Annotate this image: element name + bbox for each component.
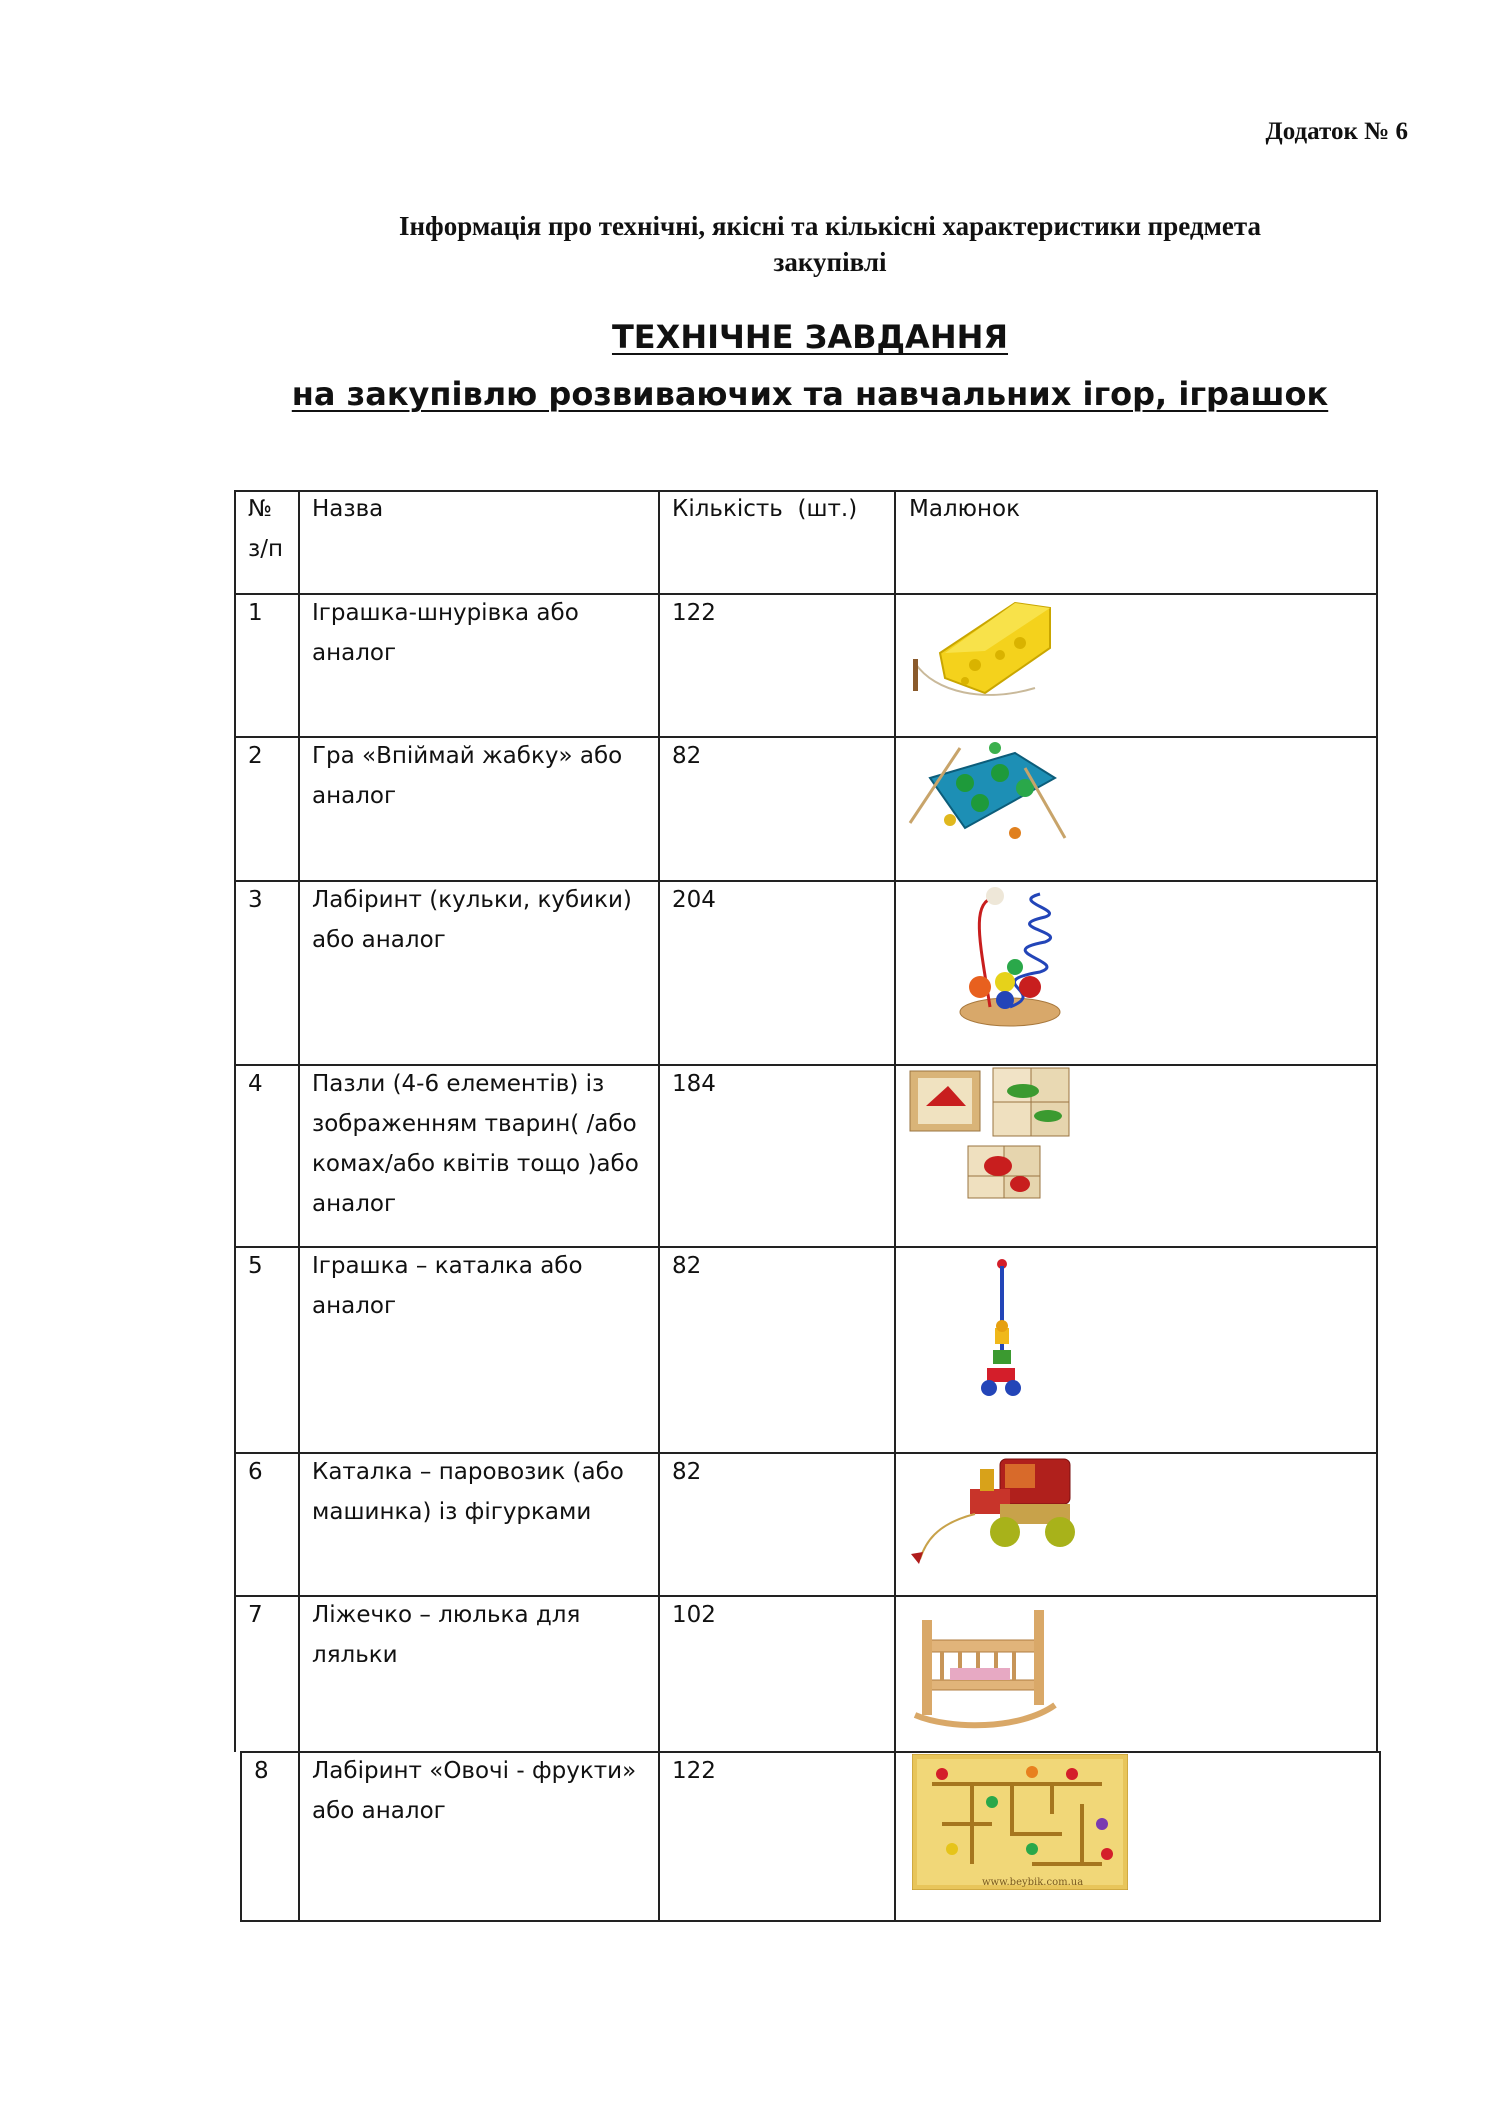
row-name: Іграшка-шнурівка або аналог: [312, 600, 579, 666]
document-title: ТЕХНІЧНЕ ЗАВДАННЯ: [611, 318, 1009, 356]
row-name: Лабіринт (кульки, кубики) або аналог: [312, 887, 632, 953]
info-heading: [320, 208, 1340, 280]
row-quantity: 122: [672, 600, 716, 626]
row-quantity: 102: [672, 1602, 716, 1628]
table-border: [234, 490, 236, 1752]
fruit-maze-image: [912, 1754, 1128, 1890]
table-border: [240, 1751, 242, 1922]
row-number: 5: [248, 1253, 263, 1279]
document-subtitle: на закупівлю розвиваючих та навчальних ігор, іграшок: [291, 375, 1329, 413]
table-border: [240, 1920, 1381, 1922]
row-number: 8: [254, 1758, 269, 1784]
row-quantity: 82: [672, 743, 702, 769]
lacing-toy-image: [905, 593, 1095, 705]
row-number: 2: [248, 743, 263, 769]
table-border: [1376, 490, 1378, 1752]
header-name: Назва: [312, 496, 384, 522]
row-name: Пазли (4-6 елементів) із зображенням тварин( /або комах/або квітів тощо )або аналог: [312, 1071, 639, 1217]
table-border: [894, 1751, 896, 1922]
catch-frog-image: [905, 738, 1075, 850]
info-heading-line1: Інформація про технічні, якісні та кількісні характеристики предмета: [398, 211, 1261, 241]
row-quantity: 204: [672, 887, 716, 913]
table-border: [1379, 1751, 1381, 1922]
table-border: [894, 490, 896, 1752]
table-border: [658, 490, 660, 1752]
info-heading-line2: закупівлі: [773, 247, 887, 277]
header-image: Малюнок: [909, 496, 1021, 522]
row-number: 3: [248, 887, 263, 913]
table-border: [658, 1751, 660, 1922]
bead-maze-image: [950, 882, 1080, 1032]
row-name: Каталка – паровозик (або машинка) із фігурками: [312, 1459, 624, 1525]
row-number: 6: [248, 1459, 263, 1485]
row-name: Іграшка – каталка або аналог: [312, 1253, 583, 1319]
table-border: [298, 1751, 300, 1922]
push-toy-image: [975, 1258, 1025, 1408]
row-quantity: 82: [672, 1459, 702, 1485]
doll-cradle-image: [910, 1600, 1060, 1730]
pull-train-image: [905, 1454, 1095, 1569]
table-border: [298, 490, 300, 1752]
row-name: Лабіринт «Овочі - фрукти» або аналог: [312, 1758, 637, 1824]
row-name: Ліжечко – люлька для ляльки: [312, 1602, 581, 1668]
row-number: 1: [248, 600, 263, 626]
row-name: Гра «Впіймай жабку» або аналог: [312, 743, 623, 809]
row-number: 7: [248, 1602, 263, 1628]
row-number: 4: [248, 1071, 263, 1097]
row-quantity: 122: [672, 1758, 716, 1784]
puzzles-image: [908, 1066, 1093, 1201]
row-quantity: 82: [672, 1253, 702, 1279]
row-quantity: 184: [672, 1071, 716, 1097]
image-watermark: www.beybik.com.ua: [982, 1877, 1084, 1888]
header-quantity: Кількість (шт.): [672, 496, 858, 522]
appendix-label: Додаток № 6: [1265, 118, 1408, 145]
header-number: № з/п: [248, 496, 284, 562]
